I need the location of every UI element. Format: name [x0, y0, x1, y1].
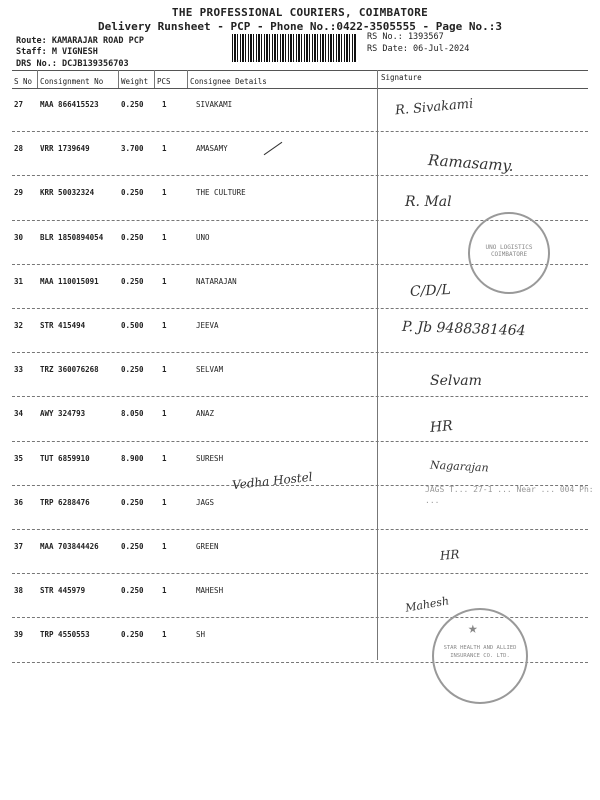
pieces: 1	[162, 630, 167, 640]
col-divider	[187, 70, 188, 88]
jags-stamp-text: JAGS T... 27-1 ... Near ... 004 Ph: ...	[425, 485, 594, 505]
pieces: 1	[162, 542, 167, 551]
weight: 0.250	[121, 188, 144, 198]
consignee-name: SURESH	[196, 453, 224, 463]
consignment-number: TUT 6859910	[40, 453, 90, 463]
signature: HR	[439, 547, 461, 563]
weight: 0.250	[121, 276, 144, 286]
table-row	[0, 309, 600, 353]
row-serial-number: 30	[14, 232, 24, 242]
col-header-weight: Weight	[121, 77, 149, 86]
col-divider	[37, 70, 38, 88]
route-label: Route: KAMARAJAR ROAD PCP	[16, 36, 144, 46]
consignment-number: STR 415494	[40, 321, 86, 330]
consignee-name: JAGS	[196, 497, 215, 507]
signature: Selvam	[430, 373, 482, 390]
weight: 8.900	[121, 453, 144, 463]
consignee-name: NATARAJAN	[196, 276, 237, 286]
uno-stamp-text: UNO LOGISTICS COIMBATORE	[485, 244, 533, 258]
consignee-name: MAHESH	[196, 586, 224, 596]
weight: 8.050	[121, 409, 144, 419]
consignment-number: VRR 1739649	[40, 144, 90, 154]
weight: 0.250	[121, 630, 144, 640]
signature: R. Sivakami	[394, 96, 474, 119]
consignment-number: MAA 703844426	[40, 542, 99, 551]
weight: 0.250	[121, 497, 144, 507]
consignment-number: MAA 866415523	[40, 100, 99, 109]
pieces: 1	[162, 586, 167, 596]
row-serial-number: 27	[14, 100, 24, 109]
star-health-seal	[432, 608, 528, 704]
row-serial-number: 37	[14, 542, 24, 551]
pieces: 1	[162, 453, 167, 463]
consignee-name: AMASAMY	[196, 144, 228, 154]
drs-number: DRS No.: DCJB139356703	[16, 59, 129, 69]
weight: 0.250	[121, 365, 144, 375]
signature: P. Jb 9488381464	[401, 318, 526, 340]
table-row	[0, 88, 600, 132]
row-serial-number: 38	[14, 586, 24, 596]
weight: 3.700	[121, 144, 144, 154]
consignment-number: BLR 1850894054	[40, 232, 104, 242]
runsheet-subtitle: Delivery Runsheet - PCP - Phone No.:0422-3505555 - Page No.:3	[98, 20, 502, 33]
pieces: 1	[162, 365, 167, 375]
col-divider	[118, 70, 119, 88]
consignee-note: Vedha Hostel	[231, 469, 314, 493]
signature: HR	[429, 418, 454, 437]
consignee-name: THE CULTURE	[196, 188, 246, 198]
consignee-name: GREEN	[196, 542, 219, 551]
weight: 0.250	[121, 542, 144, 551]
staff-label: Staff: M VIGNESH	[16, 47, 98, 57]
col-header-signature: Signature	[381, 73, 422, 82]
consignment-number: KRR 50032324	[40, 188, 95, 198]
row-serial-number: 28	[14, 144, 24, 154]
consignee-name: JEEVA	[196, 321, 219, 330]
signature: R. Mal	[405, 194, 452, 211]
row-serial-number: 31	[14, 276, 24, 286]
rs-date: RS Date: 06-Jul-2024	[367, 44, 470, 54]
pieces: 1	[162, 232, 167, 242]
col-header-pcs: PCS	[157, 77, 171, 86]
company-title: THE PROFESSIONAL COURIERS, COIMBATORE	[171, 6, 429, 19]
star-icon: ★	[468, 618, 478, 637]
consignee-name: SH	[196, 630, 206, 640]
row-serial-number: 36	[14, 497, 24, 507]
consignment-number: MAA 110015091	[40, 276, 99, 286]
pieces: 1	[162, 409, 167, 419]
consignee-name: SIVAKAMI	[196, 100, 233, 109]
barcode	[232, 34, 357, 62]
pieces: 1	[162, 188, 167, 198]
star-seal-text: STAR HEALTH AND ALLIED INSURANCE CO. LTD.	[443, 645, 517, 659]
weight: 0.500	[121, 321, 144, 330]
weight: 0.250	[121, 100, 144, 109]
row-serial-number: 35	[14, 453, 24, 463]
consignee-name: ANAZ	[196, 409, 215, 419]
weight: 0.250	[121, 232, 144, 242]
col-header-sno: S No	[14, 77, 33, 86]
consignee-name: UNO	[196, 232, 210, 242]
row-serial-number: 33	[14, 365, 24, 375]
col-divider	[154, 70, 155, 88]
signature: C/D/L	[409, 281, 452, 300]
consignment-number: AWY 324793	[40, 409, 86, 419]
rs-number: RS No.: 1393567	[367, 32, 444, 42]
col-header-consignment: Consignment No	[40, 77, 104, 86]
pieces: 1	[162, 497, 167, 507]
row-serial-number: 39	[14, 630, 24, 640]
uno-logistics-stamp	[468, 212, 550, 294]
weight: 0.250	[121, 586, 144, 596]
signature: Mahesh	[404, 594, 450, 615]
col-header-consignee: Consignee Details	[190, 77, 267, 86]
jags-stamp	[425, 484, 595, 544]
consignment-number: TRZ 360076268	[40, 365, 99, 375]
pieces: 1	[162, 321, 167, 330]
consignee-name: SELVAM	[196, 365, 224, 375]
consignment-number: TRP 6288476	[40, 497, 90, 507]
table-row	[0, 574, 600, 618]
signature: Nagarajan	[429, 458, 489, 475]
row-serial-number: 32	[14, 321, 24, 330]
pieces: 1	[162, 276, 167, 286]
table-row	[0, 132, 600, 176]
table-top-border	[12, 70, 588, 71]
pieces: 1	[162, 144, 167, 154]
table-row	[0, 353, 600, 397]
consignment-number: TRP 4550553	[40, 630, 90, 640]
table-row	[0, 397, 600, 441]
row-serial-number: 29	[14, 188, 24, 198]
row-serial-number: 34	[14, 409, 24, 419]
pieces: 1	[162, 100, 167, 109]
signature: Ramasamy.	[427, 151, 515, 176]
consignment-number: STR 445979	[40, 586, 86, 596]
